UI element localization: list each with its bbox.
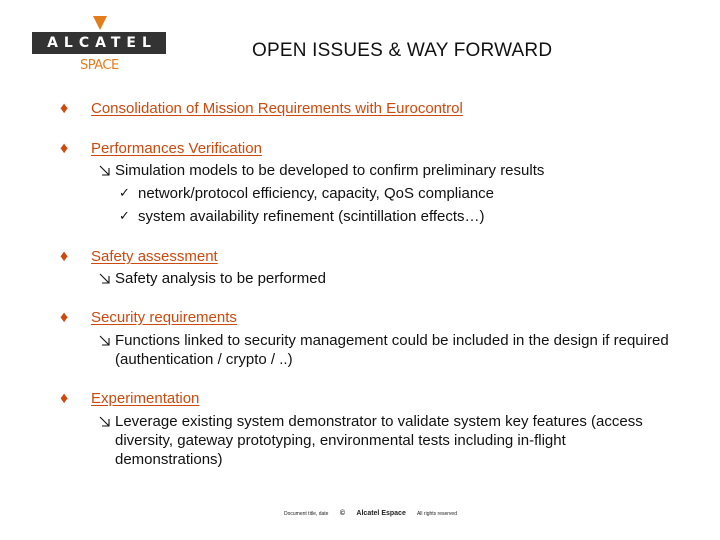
section-heading[interactable]: Safety assessment (91, 248, 218, 265)
slide-footer (284, 510, 467, 517)
sub-bullet-text: Leverage existing system demonstrator to validate system key features (access diversity, gateway prototyping, environmental tests including in-flight demonstrations) (115, 413, 643, 468)
arrow-icon (98, 334, 112, 348)
section-heading-row (0, 99, 720, 119)
section-heading-row (0, 139, 720, 159)
section-heading[interactable]: Security requirements (91, 309, 237, 326)
footer-left: Document title, date (284, 511, 329, 517)
arrow-icon (98, 164, 112, 178)
sub-bullet-text: Functions linked to security management could be included in the design if required (authentication / crypto / ..) (115, 332, 669, 368)
logo-wordmark: ALCATEL (47, 35, 157, 51)
diamond-bullet-icon: ♦ (60, 390, 69, 407)
check-item-text: network/protocol efficiency, capacity, QoS compliance (138, 185, 495, 202)
diamond-bullet-icon: ♦ (60, 248, 69, 265)
footer-symbol: © (339, 510, 346, 517)
diamond-bullet-icon: ♦ (60, 100, 69, 117)
check-icon: ✓ (119, 209, 130, 224)
footer-company: Alcatel Espace (356, 510, 406, 517)
arrow-icon (98, 415, 112, 429)
diamond-bullet-icon: ♦ (60, 309, 69, 326)
logo-triangle-icon (93, 16, 107, 30)
section-heading-row (0, 247, 720, 267)
alcatel-logo (30, 16, 166, 74)
check-item-text: system availability refinement (scintillation effects…) (138, 208, 485, 225)
section-heading[interactable]: Performances Verification (91, 140, 262, 157)
logo-wordmark-bar (32, 32, 166, 54)
section-heading-row (0, 389, 720, 409)
arrow-icon (98, 272, 112, 286)
footer-right: All rights reserved (416, 511, 457, 517)
diamond-bullet-icon: ♦ (60, 140, 69, 157)
slide-title: OPEN ISSUES & WAY FORWARD (252, 40, 553, 61)
section-heading-row (0, 308, 720, 328)
check-icon: ✓ (119, 186, 130, 201)
logo-subtitle: SPACE (80, 58, 119, 73)
sub-bullet-text: Simulation models to be developed to confirm preliminary results (115, 162, 545, 179)
section-heading[interactable]: Consolidation of Mission Requirements with Eurocontrol (91, 100, 463, 117)
sub-bullet-text: Safety analysis to be performed (115, 270, 326, 287)
section-heading[interactable]: Experimentation (91, 390, 200, 407)
